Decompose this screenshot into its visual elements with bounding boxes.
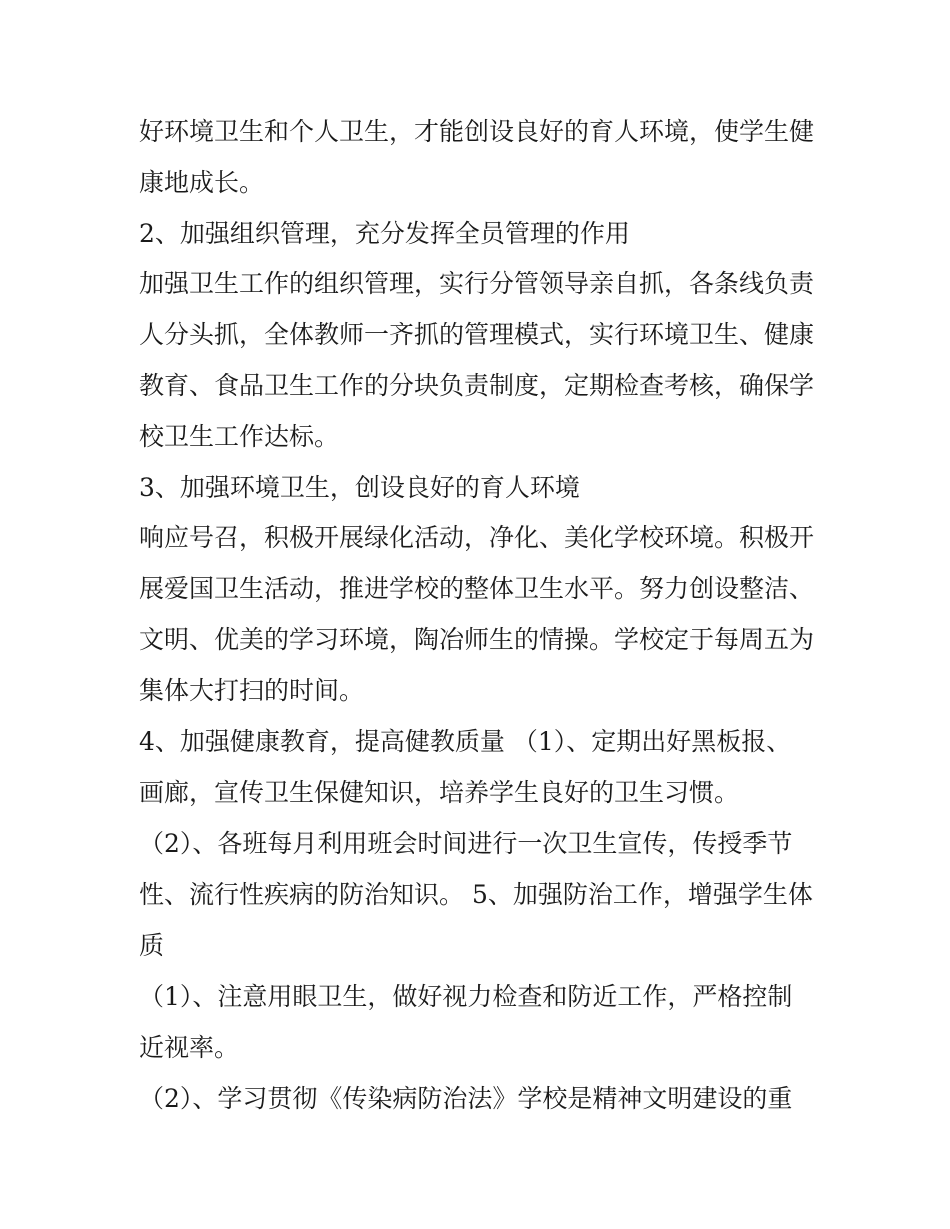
paragraph-line: 集体大打扫的时间。 — [139, 676, 365, 705]
paragraph-line: 好环境卫生和个人卫生，才能创设良好的育人环境，使学生健 — [139, 117, 815, 146]
body-text — [139, 106, 819, 1124]
paragraph-line: 教育、食品卫生工作的分块负责制度，定期检查考核，确保学 — [139, 371, 815, 400]
paragraph-line: 响应号召，积极开展绿化活动，净化、美化学校环境。积极开 — [139, 523, 815, 552]
paragraph-line: 文明、优美的学习环境，陶冶师生的情操。学校定于每周五为 — [139, 625, 815, 654]
paragraph-line: 画廊，宣传卫生保健知识，培养学生良好的卫生习惯。 — [139, 778, 740, 807]
paragraph-line: 近视率。 — [139, 1033, 240, 1062]
section-heading: 2、加强组织管理，充分发挥全员管理的作用 — [139, 219, 630, 248]
paragraph-line: 康地成长。 — [139, 168, 265, 197]
paragraph-line: 质 — [139, 931, 165, 960]
paragraph-line: 校卫生工作达标。 — [139, 422, 340, 451]
paragraph-line: （2）、各班每月利用班会时间进行一次卫生宣传，传授季节 — [139, 829, 793, 858]
paragraph-line: 性、流行性疾病的防治知识。 5、加强防治工作，增强学生体 — [139, 880, 813, 909]
paragraph-line: 加强卫生工作的组织管理，实行分管领导亲自抓，各条线负责 — [139, 269, 815, 298]
section-heading: 3、加强环境卫生，创设良好的育人环境 — [139, 473, 580, 502]
paragraph-line: 人分头抓，全体教师一齐抓的管理模式，实行环境卫生、健康 — [139, 320, 815, 349]
paragraph-line: （1）、注意用眼卫生，做好视力检查和防近工作，严格控制 — [139, 982, 793, 1011]
paragraph-line: 展爱国卫生活动，推进学校的整体卫生水平。努力创设整洁、 — [139, 574, 815, 603]
paragraph-line: （2）、学习贯彻《传染病防治法》学校是精神文明建设的重 — [139, 1084, 793, 1113]
section-heading: 4、加强健康教育，提高健教质量 （1）、定期出好黑板报、 — [139, 727, 792, 756]
